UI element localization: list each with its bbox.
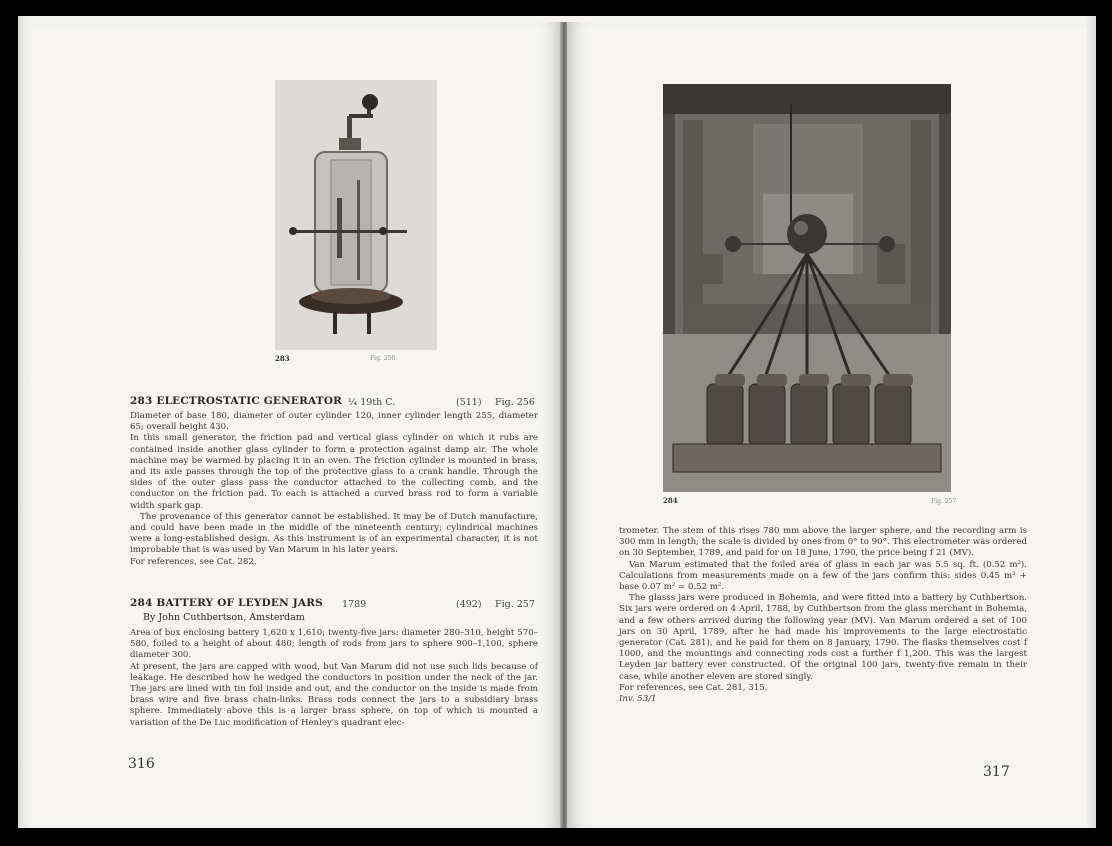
- figure-number: 284: [663, 496, 678, 505]
- figure-number: 283: [275, 354, 290, 363]
- paragraph: Diameter of base 180, diameter of outer cylinder 120, inner cylinder length 255, diameter 65; overall height 430.: [130, 411, 538, 433]
- paragraph: The provenance of this generator cannot be established. It may be of Dutch manufacture, and could have been made in the middle of the nineteenth century; cylindrical machines were a long-established design. As this instrument is of an experimental character, it is not improbable that is was used by Van Marum in his later years.: [130, 511, 538, 556]
- entry-284-fig: Fig. 257: [495, 599, 535, 610]
- entry-284-inv: (492): [456, 599, 482, 610]
- leyden-jar-battery-photo: [663, 84, 951, 492]
- inventory-note: Inv. 53/1: [619, 694, 657, 705]
- paragraph: At present, the jars are capped with wood, but Van Marum did not use such lids because of leakage. He described how he wedged the conductors in position under the neck of the jar. The jars are lined with tin foil inside and out, and the conductor on the inside is made from brass wire and five brass chain-links. Brass rods connect the jars to a subsidiary brass sphere. Immediately above this is a larger brass sphere, on top of which is mounted a variation of the De Luc modification of Henley's quadrant elec-: [130, 661, 538, 728]
- entry-283-title: 283 ELECTROSTATIC GENERATOR: [130, 395, 343, 407]
- figure-label: Fig. 256: [370, 355, 396, 362]
- right-page: [567, 22, 1087, 828]
- paragraph: For references, see Cat. 282.: [130, 556, 257, 567]
- paragraph: Van Marum estimated that the foiled area of glass in each jar was 5.5 sq. ft. (0.52 m²). Calculations from measurements made on a few of the jars confirm this: sides 0.45 m² + base 0.07 m² = 0.52 m².: [619, 559, 1027, 593]
- paragraph: trometer. The stem of this rises 780 mm above the larger sphere, and the recording arm is 300 mm in length; the scale is divided by ones from 0° to 90°. This electrometer was ordered on 30 September, 1789, and paid for on 18 June, 1790, the price being f 21 (MV).: [619, 526, 1027, 559]
- entry-284-date: 1789: [342, 599, 367, 610]
- page-number: 316: [128, 756, 155, 772]
- paragraph: In this small generator, the friction pad and vertical glass cylinder on which it rubs are contained inside another glass cylinder to form a protection against damp air. The whole machine may be warmed by placing it in an oven. The friction cylinder is mounted in brass, and its axle passes through the top of the protective glass to a crank handle. Through the sides of the outer glass pass the conductor attached to the collecting comb, and the conductor on the friction pad. To each is attached a curved brass rod to form a variable width spark gap.: [130, 433, 538, 511]
- entry-283-body: [130, 411, 538, 568]
- entry-284-title: 284 BATTERY OF LEYDEN JARS: [130, 597, 323, 609]
- entry-283-fig: Fig. 256: [495, 397, 535, 408]
- figure-label: Fig. 257: [931, 498, 957, 505]
- entry-284-body: [130, 628, 538, 729]
- left-page: [30, 22, 562, 828]
- paragraph: Area of box enclosing battery 1,620 x 1,610; twenty-five jars: diameter 280–310, height 570–580, foiled to a height of about 480; length of rods from jars to sphere 900–1,100, sphere diameter 300.: [130, 628, 538, 661]
- entry-283-date: ¼ 19th C.: [348, 397, 396, 408]
- entry-284-continued: [619, 526, 1027, 705]
- entry-284-maker: By John Cuthbertson, Amsterdam: [143, 612, 305, 623]
- paragraph: For references, see Cat. 281, 315.: [619, 682, 768, 693]
- electrostatic-generator-photo: [275, 80, 437, 350]
- entry-283-inv: (511): [456, 397, 482, 408]
- page-number: 317: [983, 764, 1010, 780]
- paragraph: The glasss jars were produced in Bohemia, and were fitted into a battery by Cuthbertson. Six jars were ordered on 4 April, 1788, by Cuthbertson from the glass merchant in Bohemia, and a few others arrived during the following year (MV). Van Marum ordered a set of 100 jars on 30 April, 1789, after he had made his improvements to the large electrostatic generator (Cat. 281), and he paid for them on 8 January, 1790. The flasks themselves cost f 1000, and the mountings and connecting rods cost a further f 1,200. This was the largest Leyden jar battery ever constructed. Of the original 100 jars, twenty-five remain in their case, while another eleven are stored singly.: [619, 593, 1027, 682]
